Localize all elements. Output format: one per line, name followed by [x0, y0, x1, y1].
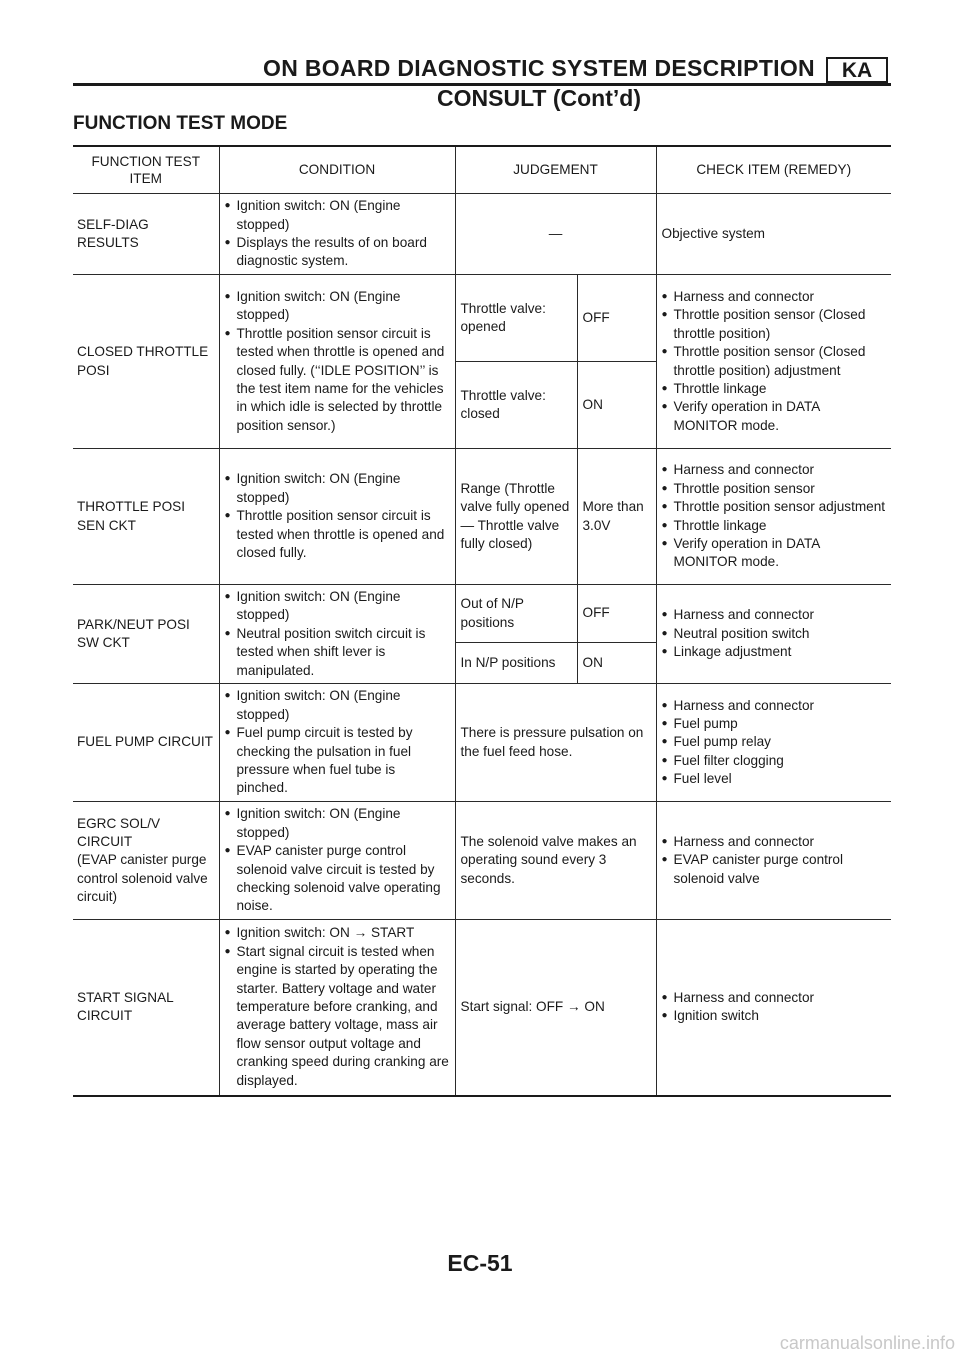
- function-test-item: PARK/NEUT POSI SW CKT: [73, 585, 219, 684]
- check-item-bullet: ● Throttle position sensor: [662, 480, 887, 498]
- condition-bullet: ● Neutral position switch circuit is tested when shift lever is manipulated.: [225, 625, 450, 680]
- function-test-item: CLOSED THROTTLE POSI: [73, 275, 219, 449]
- header-check-item: CHECK ITEM (REMEDY): [656, 146, 891, 194]
- table-row: [73, 802, 891, 920]
- item-line: EGRC SOL/V: [77, 815, 161, 831]
- condition-bullet: ● Ignition switch: ON → START: [225, 924, 450, 942]
- table-row: [73, 585, 891, 643]
- judgement-value: ON: [577, 362, 656, 449]
- check-item-cell: Objective system: [656, 194, 891, 275]
- judgement-value: OFF: [577, 585, 656, 643]
- check-item-cell: [656, 802, 891, 920]
- check-item-bullet: ● Verify operation in DATA MONITOR mode.: [662, 398, 887, 435]
- check-item-bullet: ● Throttle position sensor (Closed throttle position): [662, 306, 887, 343]
- condition-bullet: ● Ignition switch: ON (Engine stopped): [225, 687, 450, 724]
- condition-bullet: ● Displays the results of on board diagnostic system.: [225, 234, 450, 271]
- condition-cell: [219, 920, 455, 1096]
- condition-cell: [219, 194, 455, 275]
- check-item-bullet: ● Throttle linkage: [662, 517, 887, 535]
- condition-cell: [219, 449, 455, 585]
- judgement-value: More than 3.0V: [577, 449, 656, 585]
- judgement-value: ON: [577, 643, 656, 684]
- judgement-state: Throttle valve: opened: [455, 275, 577, 362]
- judgement-cell: —: [455, 194, 656, 275]
- check-item-bullet: ● Harness and connector: [662, 461, 887, 479]
- check-item-bullet: ● Harness and connector: [662, 606, 887, 624]
- check-item-bullet: ● Fuel pump relay: [662, 733, 887, 751]
- function-test-item: SELF-DIAG RESULTS: [73, 194, 219, 275]
- section-title: FUNCTION TEST MODE: [73, 113, 288, 134]
- check-item-cell: [656, 275, 891, 449]
- judgement-state: In N/P positions: [455, 643, 577, 684]
- table-row: [73, 194, 891, 275]
- judgement-value: OFF: [577, 275, 656, 362]
- page-number: EC-51: [447, 1250, 513, 1276]
- condition-bullet: ● Ignition switch: ON (Engine stopped): [225, 197, 450, 234]
- check-item-bullet: ● Verify operation in DATA MONITOR mode.: [662, 535, 887, 572]
- item-line: CIRCUIT: [77, 833, 133, 849]
- check-item-cell: [656, 585, 891, 684]
- table-header-row: [73, 146, 891, 194]
- judgement-state: Range (Throttle valve fully opened — Throttle valve fully closed): [455, 449, 577, 585]
- check-item-bullet: ● Fuel level: [662, 770, 887, 788]
- table-row: [73, 684, 891, 802]
- condition-bullet: ● EVAP canister purge control solenoid valve circuit is tested by checking solenoid valve operating noise.: [225, 842, 450, 916]
- check-item-bullet: ● EVAP canister purge control solenoid valve: [662, 851, 887, 888]
- header-condition: CONDITION: [219, 146, 455, 194]
- condition-bullet: ● Ignition switch: ON (Engine stopped): [225, 470, 450, 507]
- header-badge: KA: [826, 57, 888, 83]
- condition-bullet: ● Throttle position sensor circuit is tested when throttle is opened and closed fully. (‘‘IDLE POSITION’’ is the test item name for the vehicles in which idle is selected by throttle position sensor.): [225, 325, 450, 435]
- function-test-item: START SIGNAL CIRCUIT: [73, 920, 219, 1096]
- check-item-bullet: ● Harness and connector: [662, 288, 887, 306]
- function-test-table: [73, 145, 891, 1097]
- check-item-bullet: ● Throttle position sensor adjustment: [662, 498, 887, 516]
- condition-bullet: ● Start signal circuit is tested when engine is started by operating the starter. Battery voltage and water temperature before cranking, and average battery voltage, mass air flow sensor output voltage and cranking speed during cranking are displayed.: [225, 943, 450, 1090]
- item-line: (EVAP canister purge control solenoid valve circuit): [77, 852, 208, 905]
- judgement-state: Throttle valve: closed: [455, 362, 577, 449]
- condition-bullet: ● Ignition switch: ON (Engine stopped): [225, 288, 450, 325]
- table-row: [73, 920, 891, 1096]
- function-test-item: [73, 802, 219, 920]
- judgement-cell: There is pressure pulsation on the fuel feed hose.: [455, 684, 656, 802]
- condition-bullet: ● Ignition switch: ON (Engine stopped): [225, 588, 450, 625]
- judgement-state: Out of N/P positions: [455, 585, 577, 643]
- table-row: [73, 275, 891, 362]
- check-item-bullet: ● Ignition switch: [662, 1007, 887, 1025]
- judgement-cell: Start signal: OFF → ON: [455, 920, 656, 1096]
- check-item-bullet: ● Throttle linkage: [662, 380, 887, 398]
- check-item-bullet: ● Neutral position switch: [662, 625, 887, 643]
- function-test-item: FUEL PUMP CIRCUIT: [73, 684, 219, 802]
- watermark: carmanualsonline.info: [779, 1333, 955, 1353]
- judgement-cell: The solenoid valve makes an operating sound every 3 seconds.: [455, 802, 656, 920]
- check-item-bullet: ● Harness and connector: [662, 833, 887, 851]
- check-item-cell: [656, 920, 891, 1096]
- condition-cell: [219, 275, 455, 449]
- header-item: FUNCTION TEST ITEM: [73, 146, 219, 194]
- check-item-bullet: ● Throttle position sensor (Closed throttle position) adjustment: [662, 343, 887, 380]
- condition-bullet: ● Fuel pump circuit is tested by checking the pulsation in fuel pressure when fuel tube is pinched.: [225, 724, 450, 798]
- check-item-cell: [656, 449, 891, 585]
- check-item-bullet: ● Fuel filter clogging: [662, 752, 887, 770]
- check-item-bullet: ● Harness and connector: [662, 697, 887, 715]
- condition-cell: [219, 802, 455, 920]
- condition-cell: [219, 585, 455, 684]
- condition-bullet: ● Ignition switch: ON (Engine stopped): [225, 805, 450, 842]
- table-row: [73, 449, 891, 585]
- condition-bullet: ● Throttle position sensor circuit is tested when throttle is opened and closed fully.: [225, 507, 450, 562]
- check-item-cell: [656, 684, 891, 802]
- function-test-item: THROTTLE POSI SEN CKT: [73, 449, 219, 585]
- check-item-bullet: ● Harness and connector: [662, 989, 887, 1007]
- header-judgement: JUDGEMENT: [455, 146, 656, 194]
- header-title: ON BOARD DIAGNOSTIC SYSTEM DESCRIPTION: [263, 55, 815, 81]
- check-item-bullet: ● Fuel pump: [662, 715, 887, 733]
- check-item-bullet: ● Linkage adjustment: [662, 643, 887, 661]
- header-subtitle: CONSULT (Cont’d): [437, 85, 641, 111]
- condition-cell: [219, 684, 455, 802]
